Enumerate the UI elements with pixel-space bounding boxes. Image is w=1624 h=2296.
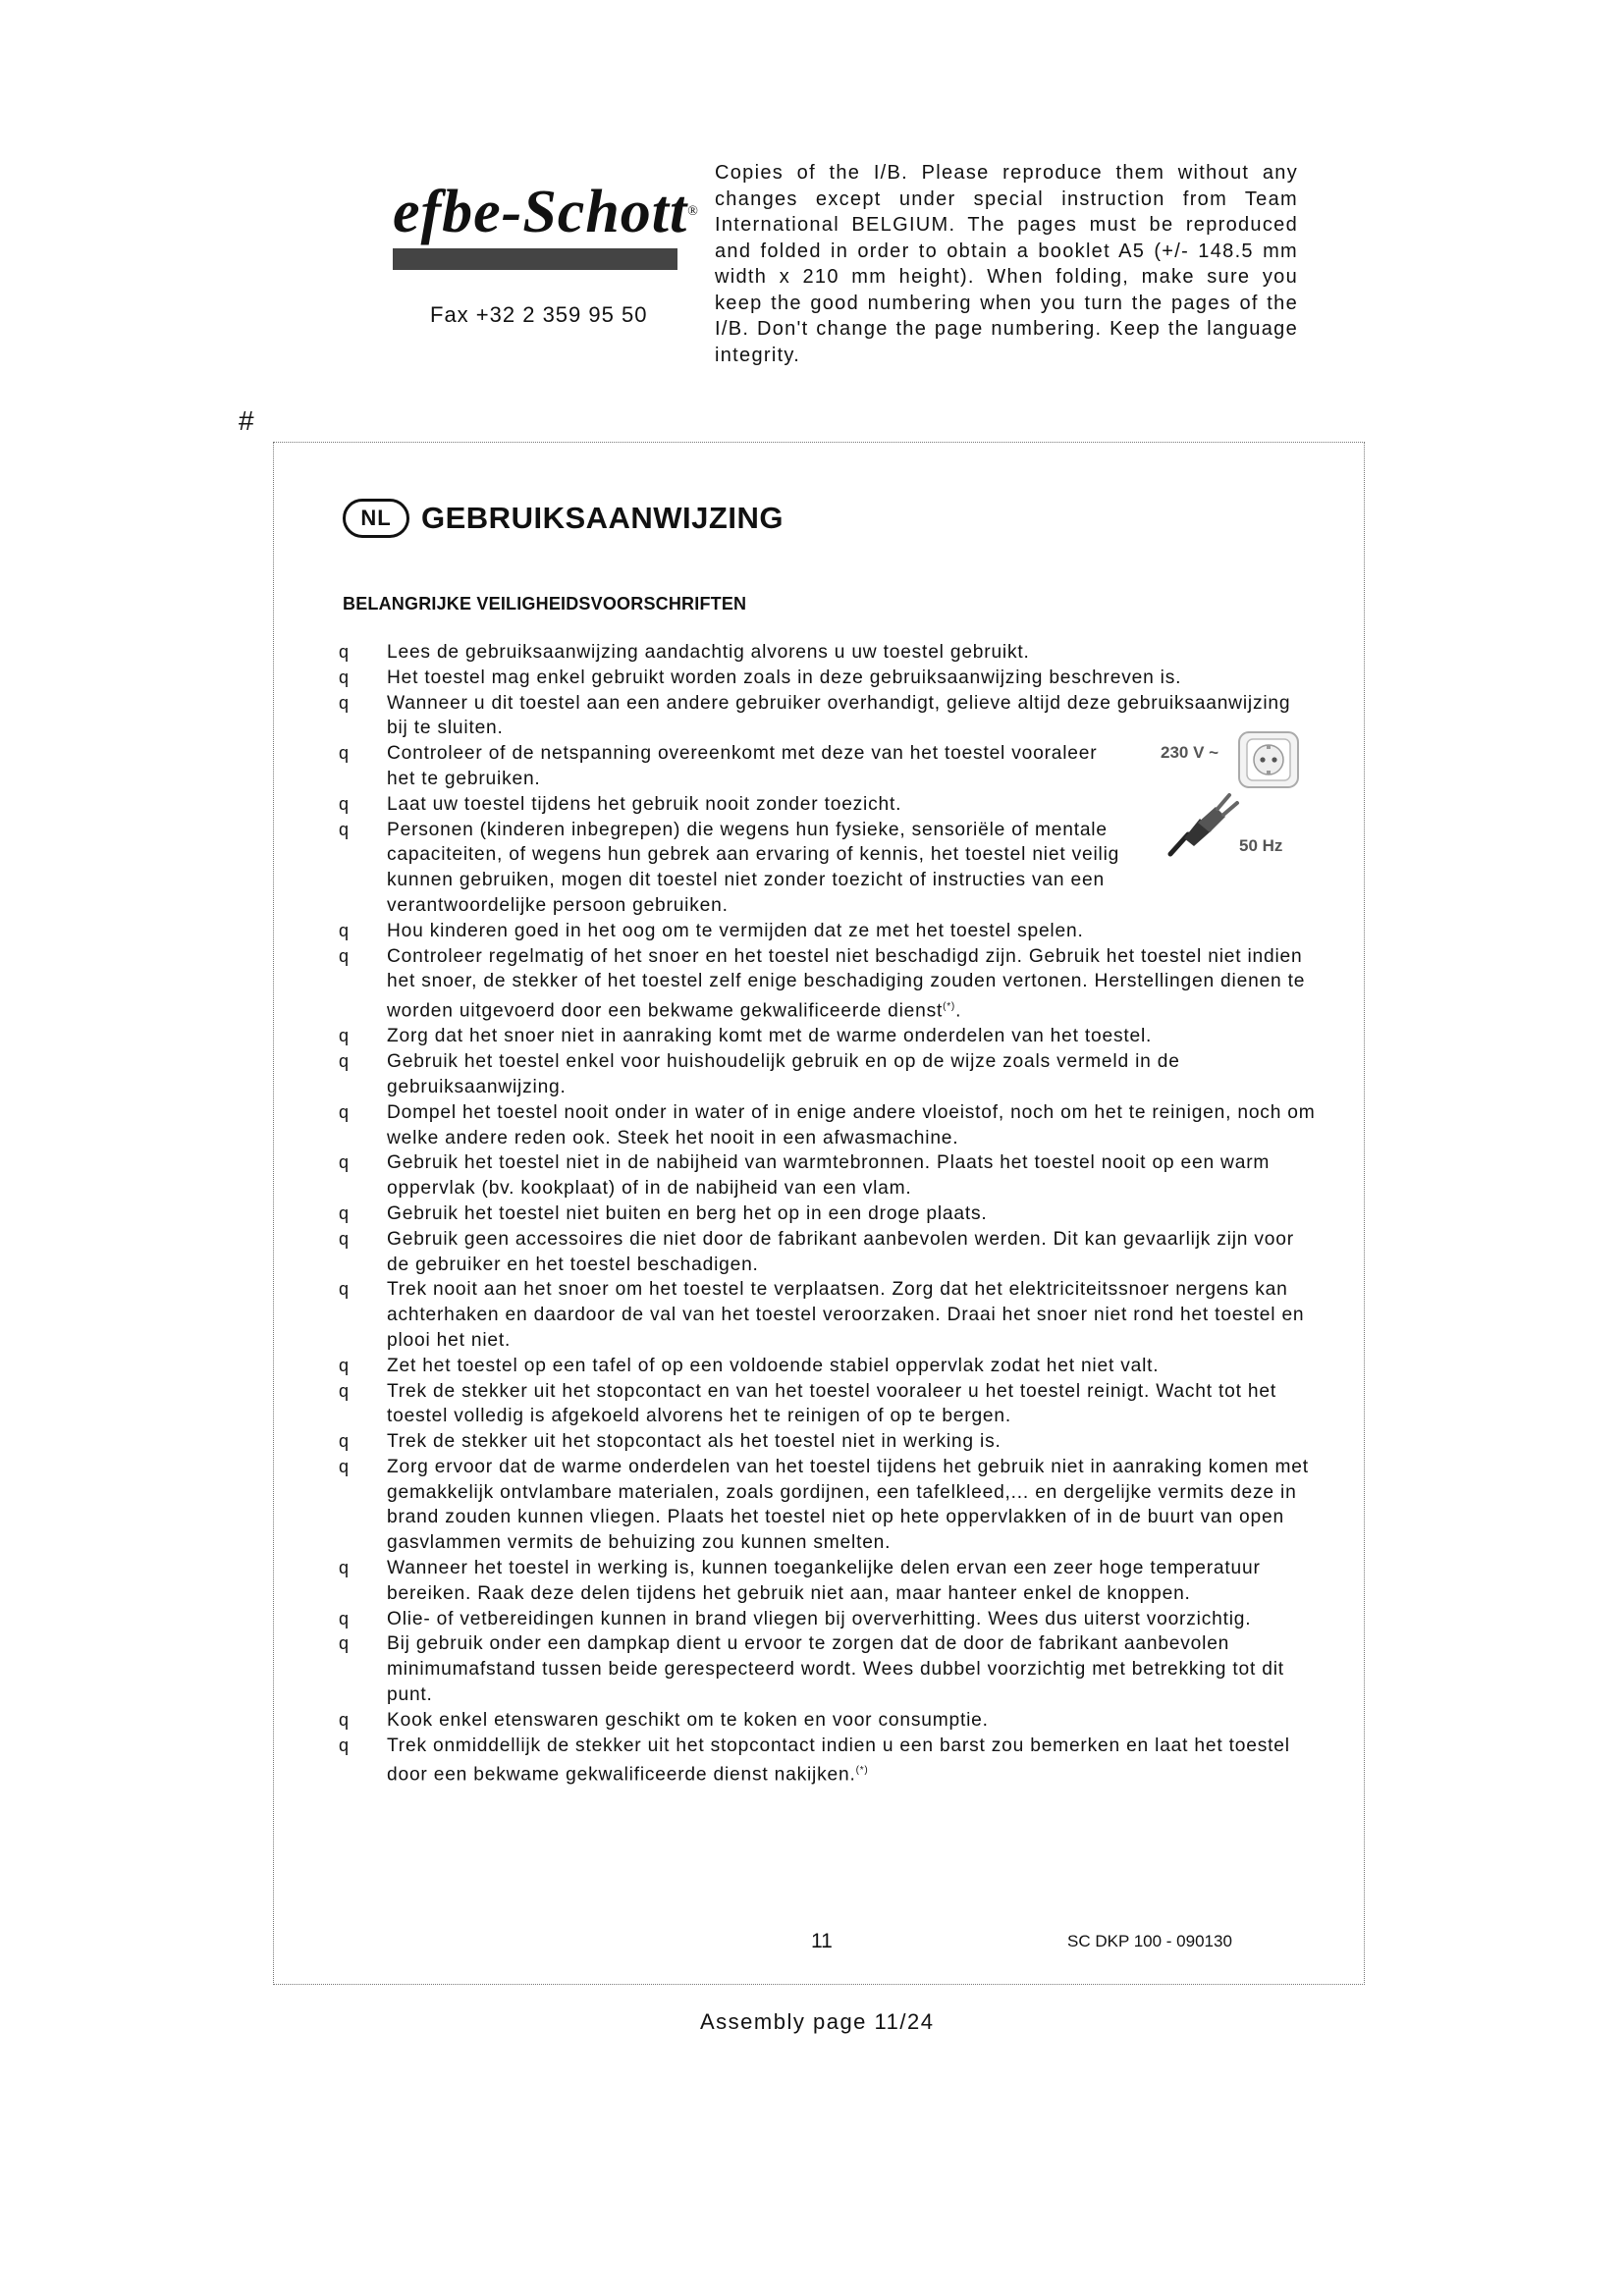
bullet: q bbox=[339, 920, 350, 940]
language-badge: NL bbox=[343, 499, 409, 538]
bullet: q bbox=[339, 1026, 350, 1046]
bullet: q bbox=[339, 1608, 350, 1629]
bullet: q bbox=[339, 1431, 350, 1452]
bullet: q bbox=[339, 1558, 350, 1578]
list-item: q Gebruik het toestel niet in de nabijheid van warmtebronnen. Plaats het toestel nooit op een warm oppervlak (bv. kookplaat) of in de nabijheid van een vlam. bbox=[339, 1152, 1271, 1200]
bullet: q bbox=[339, 1380, 350, 1401]
bullet: q bbox=[339, 1228, 350, 1249]
footnote-mark: (*) bbox=[943, 1001, 956, 1013]
page-number: 11 bbox=[811, 1930, 833, 1952]
list-item: q Trek onmiddellijk de stekker uit het stopcontact indien u een barst zou bemerken en laat het toestel door een bekwame gekwalificeerde dienst nakijken.(*) bbox=[339, 1735, 1290, 1786]
list-item: q Gebruik geen accessoires die niet door de fabrikant aanbevolen werden. Dit kan gevaarlijk zijn voor de gebruiker en het toestel beschadigen. bbox=[339, 1228, 1294, 1275]
list-item: q Kook enkel etenswaren geschikt om te koken en voor consumptie. bbox=[339, 1708, 1316, 1734]
reproduction-instructions: Copies of the I/B. Please reproduce them without any changes except under special instruction from Team International BELGIUM. The pages must be reproduced and folded in order to obtain a booklet A5 (+/- 148.5 mm width x 210 mm height). When folding, make sure you keep the good numbering when you turn the pages of the I/B. Don't change the page numbering. Keep the language integrity. bbox=[715, 162, 1298, 366]
document-code: SC DKP 100 - 090130 bbox=[1067, 1932, 1232, 1950]
hash-mark: # bbox=[239, 405, 254, 436]
list-item: q Wanneer het toestel in werking is, kunnen toegankelijke delen ervan een zeer hoge temperatuur bereiken. Raak deze delen tijdens het gebruik niet aan, maar hanteer enkel de knoppen. bbox=[339, 1558, 1261, 1604]
bullet: q bbox=[339, 667, 350, 687]
bullet: q bbox=[339, 1101, 350, 1122]
bullet: q bbox=[339, 1279, 350, 1300]
bullet: q bbox=[339, 793, 350, 814]
list-item: q Trek de stekker uit het stopcontact en van het toestel vooraleer u het toestel reinigt. Wacht tot het toestel volledig is afgekoeld alvorens het te reinigen of op te bergen. bbox=[339, 1380, 1276, 1427]
bullet: q bbox=[339, 1152, 350, 1173]
list-item: q Zorg dat het snoer niet in aanraking komt met de warme onderdelen van het toestel. bbox=[339, 1024, 1316, 1049]
list-item: q Lees de gebruiksaanwijzing aandachtig alvorens u uw toestel gebruikt. bbox=[339, 640, 1316, 666]
list-item: q Controleer regelmatig of het snoer en het toestel niet beschadigd zijn. Gebruik het toestel niet indien het snoer, de stekker of het toestel zelf enige beschadiging zouden vertonen. Herstellingen dienen te worden uitgevoerd door een bekwame gekwalificeerde dienst(*). bbox=[339, 945, 1306, 1022]
list-item: q Gebruik het toestel enkel voor huishoudelijk gebruik en op de wijze zoals vermeld in de gebruiksaanwijzing. bbox=[339, 1051, 1180, 1097]
list-item: q Bij gebruik onder een dampkap dient u ervoor te zorgen dat de door de fabrikant aanbevolen minimumafstand tussen beide gerespecteerd wordt. Wees dubbel voorzichtig met betrekking tot dit punt. bbox=[339, 1633, 1284, 1706]
bullet: q bbox=[339, 642, 350, 662]
assembly-page-label: Assembly page 11/24 bbox=[700, 2009, 935, 2034]
list-item: q Trek nooit aan het snoer om het toestel te verplaatsen. Zorg dat het elektriciteitssnoer nergens kan achterhaken en daardoor de val van het toestel veroorzaken. Draai het snoer niet rond het toestel en plooi het niet. bbox=[339, 1279, 1305, 1351]
list-item: q Controleer of de netspanning overeenkomt met deze van het toestel vooraleer het te gebruiken. bbox=[339, 743, 1098, 789]
list-item: q Dompel het toestel nooit onder in water of in enige andere vloeistof, noch om het te reinigen, noch om welke andere reden ook. Steek het nooit in een afwasmachine. bbox=[339, 1101, 1316, 1148]
bullet: q bbox=[339, 945, 350, 966]
section-heading: BELANGRIJKE VEILIGHEIDSVOORSCHRIFTEN bbox=[343, 594, 747, 614]
list-item: q Het toestel mag enkel gebruikt worden zoals in deze gebruiksaanwijzing beschreven is. bbox=[339, 666, 1316, 691]
logo-bar bbox=[393, 248, 677, 270]
bullet: q bbox=[339, 1456, 350, 1476]
power-illustration bbox=[1139, 728, 1316, 876]
bullet: q bbox=[339, 692, 350, 713]
fax-number: Fax +32 2 359 95 50 bbox=[430, 302, 648, 327]
bullet: q bbox=[339, 743, 350, 764]
list-item: q Zet het toestel op een tafel of op een voldoende stabiel oppervlak zodat het niet valt. bbox=[339, 1354, 1316, 1379]
footnote-mark: (*) bbox=[855, 1765, 869, 1777]
registered-mark: ® bbox=[687, 204, 699, 219]
bullet: q bbox=[339, 1355, 350, 1375]
list-item: q Olie- of vetbereidingen kunnen in brand vliegen bij oververhitting. Wees dus uiterst voorzichtig. bbox=[339, 1607, 1316, 1632]
list-item: q Personen (kinderen inbegrepen) die wegens hun fysieke, sensoriële of mentale capaciteiten, of wegens hun gebrek aan ervaring of kennis, het toestel niet veilig kunnen gebruiken, mogen dit toestel niet zonder toezicht of instructies van een verantwoordelijke persoon gebruiken. bbox=[339, 819, 1120, 916]
bullet: q bbox=[339, 1709, 350, 1730]
voltage-label: 230 V ~ bbox=[1161, 743, 1219, 762]
list-item: q Gebruik het toestel niet buiten en berg het op in een droge plaats. bbox=[339, 1201, 1316, 1227]
frequency-label: 50 Hz bbox=[1239, 836, 1283, 855]
bullet: q bbox=[339, 1735, 350, 1755]
logo-text: efbe-Schott bbox=[393, 179, 688, 245]
list-item: q Trek de stekker uit het stopcontact als het toestel niet in werking is. bbox=[339, 1429, 1316, 1455]
bullet: q bbox=[339, 1633, 350, 1654]
bullet: q bbox=[339, 819, 350, 839]
page-header bbox=[343, 496, 784, 541]
plug-icon bbox=[1166, 779, 1245, 858]
list-item: q Zorg ervoor dat de warme onderdelen van het toestel tijdens het gebruik niet in aanraking komen met gemakkelijk ontvlambare materialen, zoals gordijnen, een tafelkleed,... en dergelijke vermits deze in brand zouden kunnen vliegen. Plaats het toestel niet op hete oppervlakken of in de buurt van open gasvlammen vermits de behuizing zou kunnen smelten. bbox=[339, 1456, 1309, 1554]
socket-icon bbox=[1235, 728, 1304, 791]
bullet: q bbox=[339, 1202, 350, 1223]
bullet: q bbox=[339, 1051, 350, 1072]
brand-logo bbox=[393, 179, 699, 270]
list-item: q Laat uw toestel tijdens het gebruik nooit zonder toezicht. bbox=[339, 792, 1316, 818]
page-title: GEBRUIKSAANWIJZING bbox=[421, 501, 784, 535]
list-item: q Hou kinderen goed in het oog om te vermijden dat ze met het toestel spelen. bbox=[339, 919, 1316, 944]
list-item: q Wanneer u dit toestel aan een andere gebruiker overhandigt, gelieve altijd deze gebruiksaanwijzing bij te sluiten. bbox=[339, 692, 1291, 739]
